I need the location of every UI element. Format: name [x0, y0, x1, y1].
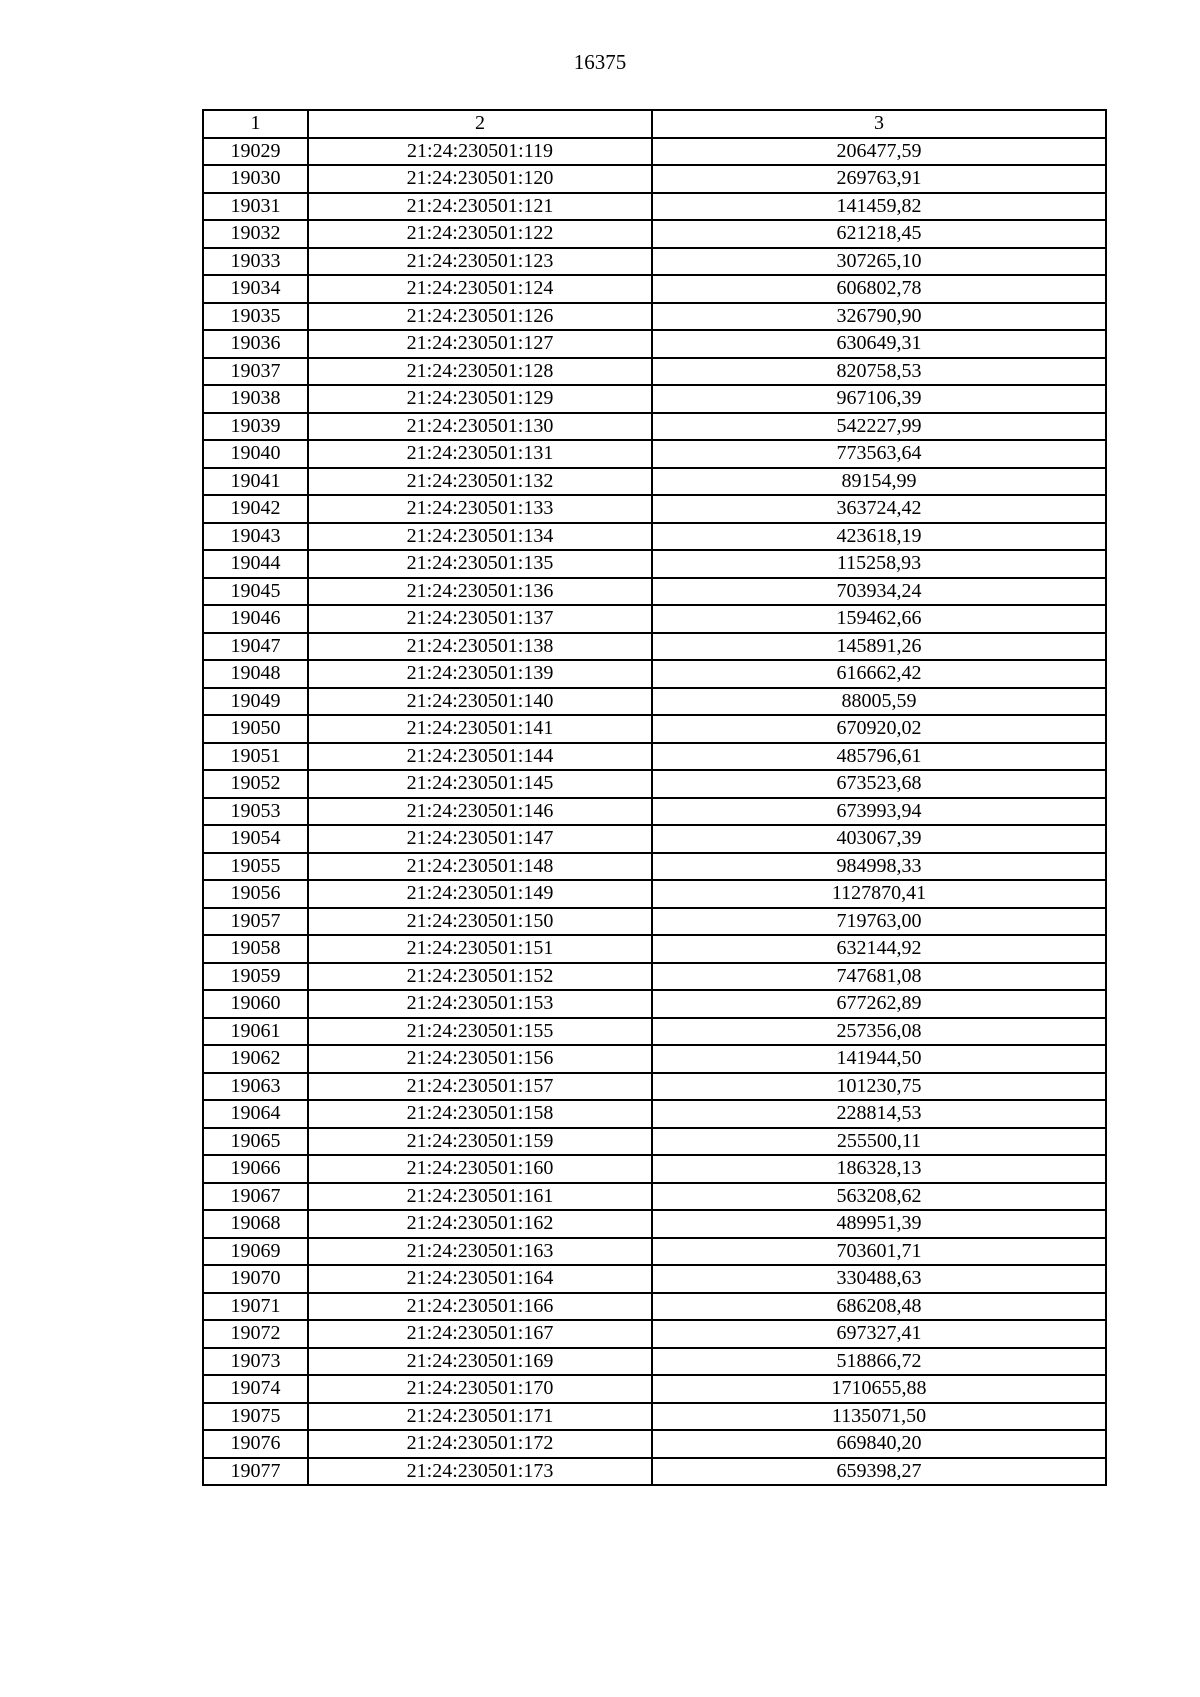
cadastral-number-cell: 21:24:230501:129 [308, 385, 652, 413]
value-cell: 630649,31 [652, 330, 1106, 358]
row-number-cell: 19076 [203, 1430, 308, 1458]
row-number-cell: 19067 [203, 1183, 308, 1211]
value-cell: 563208,62 [652, 1183, 1106, 1211]
cadastral-number-cell: 21:24:230501:167 [308, 1320, 652, 1348]
cadastral-number-cell: 21:24:230501:124 [308, 275, 652, 303]
row-number-cell: 19036 [203, 330, 308, 358]
row-number-cell: 19056 [203, 880, 308, 908]
cadastral-number-cell: 21:24:230501:173 [308, 1458, 652, 1486]
row-number-cell: 19071 [203, 1293, 308, 1321]
value-cell: 115258,93 [652, 550, 1106, 578]
row-number-cell: 19040 [203, 440, 308, 468]
table-row [203, 138, 1106, 166]
table-row [203, 1100, 1106, 1128]
cadastral-number-cell: 21:24:230501:132 [308, 468, 652, 496]
value-cell: 330488,63 [652, 1265, 1106, 1293]
cadastral-number-cell: 21:24:230501:138 [308, 633, 652, 661]
table-row [203, 1320, 1106, 1348]
cadastral-number-cell: 21:24:230501:150 [308, 908, 652, 936]
value-cell: 773563,64 [652, 440, 1106, 468]
cadastral-number-cell: 21:24:230501:141 [308, 715, 652, 743]
row-number-cell: 19037 [203, 358, 308, 386]
registry-table [202, 109, 1107, 1486]
table-row [203, 880, 1106, 908]
value-cell: 159462,66 [652, 605, 1106, 633]
row-number-cell: 19069 [203, 1238, 308, 1266]
row-number-cell: 19059 [203, 963, 308, 991]
table-row [203, 908, 1106, 936]
table-body [203, 138, 1106, 1486]
row-number-cell: 19051 [203, 743, 308, 771]
value-cell: 673523,68 [652, 770, 1106, 798]
cadastral-number-cell: 21:24:230501:128 [308, 358, 652, 386]
value-cell: 186328,13 [652, 1155, 1106, 1183]
value-cell: 255500,11 [652, 1128, 1106, 1156]
row-number-cell: 19030 [203, 165, 308, 193]
cadastral-number-cell: 21:24:230501:140 [308, 688, 652, 716]
row-number-cell: 19052 [203, 770, 308, 798]
cadastral-number-cell: 21:24:230501:163 [308, 1238, 652, 1266]
row-number-cell: 19077 [203, 1458, 308, 1486]
cadastral-number-cell: 21:24:230501:127 [308, 330, 652, 358]
cadastral-number-cell: 21:24:230501:123 [308, 248, 652, 276]
header-cell-3: 3 [652, 110, 1106, 138]
cadastral-number-cell: 21:24:230501:119 [308, 138, 652, 166]
value-cell: 89154,99 [652, 468, 1106, 496]
row-number-cell: 19031 [203, 193, 308, 221]
cadastral-number-cell: 21:24:230501:151 [308, 935, 652, 963]
row-number-cell: 19047 [203, 633, 308, 661]
table-row [203, 963, 1106, 991]
cadastral-number-cell: 21:24:230501:160 [308, 1155, 652, 1183]
table-row [203, 1293, 1106, 1321]
row-number-cell: 19032 [203, 220, 308, 248]
row-number-cell: 19045 [203, 578, 308, 606]
value-cell: 542227,99 [652, 413, 1106, 441]
cadastral-number-cell: 21:24:230501:122 [308, 220, 652, 248]
cadastral-number-cell: 21:24:230501:137 [308, 605, 652, 633]
table-row [203, 660, 1106, 688]
cadastral-number-cell: 21:24:230501:155 [308, 1018, 652, 1046]
value-cell: 206477,59 [652, 138, 1106, 166]
table-row [203, 275, 1106, 303]
cadastral-number-cell: 21:24:230501:148 [308, 853, 652, 881]
value-cell: 697327,41 [652, 1320, 1106, 1348]
value-cell: 686208,48 [652, 1293, 1106, 1321]
value-cell: 703601,71 [652, 1238, 1106, 1266]
cadastral-number-cell: 21:24:230501:171 [308, 1403, 652, 1431]
value-cell: 141944,50 [652, 1045, 1106, 1073]
value-cell: 621218,45 [652, 220, 1106, 248]
value-cell: 747681,08 [652, 963, 1106, 991]
row-number-cell: 19063 [203, 1073, 308, 1101]
cadastral-number-cell: 21:24:230501:161 [308, 1183, 652, 1211]
table-row [203, 578, 1106, 606]
table-row [203, 1403, 1106, 1431]
table-row [203, 935, 1106, 963]
cadastral-number-cell: 21:24:230501:133 [308, 495, 652, 523]
table-row [203, 165, 1106, 193]
cadastral-number-cell: 21:24:230501:131 [308, 440, 652, 468]
value-cell: 485796,61 [652, 743, 1106, 771]
row-number-cell: 19039 [203, 413, 308, 441]
table-header [203, 110, 1106, 138]
table-row [203, 633, 1106, 661]
cadastral-number-cell: 21:24:230501:169 [308, 1348, 652, 1376]
row-number-cell: 19041 [203, 468, 308, 496]
row-number-cell: 19048 [203, 660, 308, 688]
value-cell: 403067,39 [652, 825, 1106, 853]
table-row [203, 330, 1106, 358]
row-number-cell: 19062 [203, 1045, 308, 1073]
table-row [203, 1155, 1106, 1183]
row-number-cell: 19058 [203, 935, 308, 963]
table-row [203, 1238, 1106, 1266]
value-cell: 489951,39 [652, 1210, 1106, 1238]
row-number-cell: 19049 [203, 688, 308, 716]
table-row [203, 715, 1106, 743]
value-cell: 719763,00 [652, 908, 1106, 936]
table-row [203, 1018, 1106, 1046]
cadastral-number-cell: 21:24:230501:120 [308, 165, 652, 193]
table-row [203, 1183, 1106, 1211]
cadastral-number-cell: 21:24:230501:172 [308, 1430, 652, 1458]
table-row [203, 990, 1106, 1018]
value-cell: 669840,20 [652, 1430, 1106, 1458]
value-cell: 1127870,41 [652, 880, 1106, 908]
table-row [203, 853, 1106, 881]
value-cell: 518866,72 [652, 1348, 1106, 1376]
value-cell: 606802,78 [652, 275, 1106, 303]
table-row [203, 798, 1106, 826]
row-number-cell: 19066 [203, 1155, 308, 1183]
value-cell: 88005,59 [652, 688, 1106, 716]
value-cell: 659398,27 [652, 1458, 1106, 1486]
row-number-cell: 19033 [203, 248, 308, 276]
table-row [203, 825, 1106, 853]
row-number-cell: 19060 [203, 990, 308, 1018]
cadastral-number-cell: 21:24:230501:146 [308, 798, 652, 826]
value-cell: 677262,89 [652, 990, 1106, 1018]
row-number-cell: 19050 [203, 715, 308, 743]
value-cell: 269763,91 [652, 165, 1106, 193]
table-row [203, 770, 1106, 798]
value-cell: 101230,75 [652, 1073, 1106, 1101]
cadastral-number-cell: 21:24:230501:139 [308, 660, 652, 688]
table-row [203, 248, 1106, 276]
table-row [203, 413, 1106, 441]
value-cell: 632144,92 [652, 935, 1106, 963]
cadastral-number-cell: 21:24:230501:149 [308, 880, 652, 908]
row-number-cell: 19075 [203, 1403, 308, 1431]
cadastral-number-cell: 21:24:230501:145 [308, 770, 652, 798]
row-number-cell: 19029 [203, 138, 308, 166]
row-number-cell: 19034 [203, 275, 308, 303]
table-row [203, 1430, 1106, 1458]
cadastral-number-cell: 21:24:230501:162 [308, 1210, 652, 1238]
header-cell-2: 2 [308, 110, 652, 138]
value-cell: 141459,82 [652, 193, 1106, 221]
cadastral-number-cell: 21:24:230501:166 [308, 1293, 652, 1321]
value-cell: 145891,26 [652, 633, 1106, 661]
page-number: 16375 [573, 50, 627, 74]
cadastral-number-cell: 21:24:230501:170 [308, 1375, 652, 1403]
table-row [203, 495, 1106, 523]
cadastral-number-cell: 21:24:230501:134 [308, 523, 652, 551]
table-row [203, 605, 1106, 633]
row-number-cell: 19065 [203, 1128, 308, 1156]
table-row [203, 1128, 1106, 1156]
cadastral-number-cell: 21:24:230501:158 [308, 1100, 652, 1128]
cadastral-number-cell: 21:24:230501:153 [308, 990, 652, 1018]
table-row [203, 1210, 1106, 1238]
row-number-cell: 19042 [203, 495, 308, 523]
value-cell: 307265,10 [652, 248, 1106, 276]
value-cell: 326790,90 [652, 303, 1106, 331]
cadastral-number-cell: 21:24:230501:159 [308, 1128, 652, 1156]
row-number-cell: 19064 [203, 1100, 308, 1128]
value-cell: 228814,53 [652, 1100, 1106, 1128]
value-cell: 616662,42 [652, 660, 1106, 688]
cadastral-number-cell: 21:24:230501:136 [308, 578, 652, 606]
table-row [203, 1458, 1106, 1486]
table-row [203, 468, 1106, 496]
cadastral-number-cell: 21:24:230501:135 [308, 550, 652, 578]
value-cell: 703934,24 [652, 578, 1106, 606]
value-cell: 1710655,88 [652, 1375, 1106, 1403]
value-cell: 984998,33 [652, 853, 1106, 881]
value-cell: 967106,39 [652, 385, 1106, 413]
table-row [203, 385, 1106, 413]
row-number-cell: 19046 [203, 605, 308, 633]
table-row [203, 523, 1106, 551]
value-cell: 257356,08 [652, 1018, 1106, 1046]
header-cell-1: 1 [203, 110, 308, 138]
cadastral-number-cell: 21:24:230501:157 [308, 1073, 652, 1101]
row-number-cell: 19043 [203, 523, 308, 551]
cadastral-number-cell: 21:24:230501:152 [308, 963, 652, 991]
value-cell: 423618,19 [652, 523, 1106, 551]
row-number-cell: 19068 [203, 1210, 308, 1238]
table-row [203, 1045, 1106, 1073]
cadastral-number-cell: 21:24:230501:121 [308, 193, 652, 221]
value-cell: 673993,94 [652, 798, 1106, 826]
row-number-cell: 19054 [203, 825, 308, 853]
cadastral-number-cell: 21:24:230501:126 [308, 303, 652, 331]
row-number-cell: 19061 [203, 1018, 308, 1046]
value-cell: 363724,42 [652, 495, 1106, 523]
row-number-cell: 19057 [203, 908, 308, 936]
table-row [203, 550, 1106, 578]
cadastral-number-cell: 21:24:230501:147 [308, 825, 652, 853]
table-row [203, 1073, 1106, 1101]
cadastral-number-cell: 21:24:230501:156 [308, 1045, 652, 1073]
value-cell: 1135071,50 [652, 1403, 1106, 1431]
table-row [203, 1375, 1106, 1403]
row-number-cell: 19035 [203, 303, 308, 331]
header-row [203, 110, 1106, 138]
value-cell: 820758,53 [652, 358, 1106, 386]
row-number-cell: 19070 [203, 1265, 308, 1293]
row-number-cell: 19073 [203, 1348, 308, 1376]
table-row [203, 358, 1106, 386]
value-cell: 670920,02 [652, 715, 1106, 743]
cadastral-number-cell: 21:24:230501:164 [308, 1265, 652, 1293]
cadastral-number-cell: 21:24:230501:130 [308, 413, 652, 441]
table-row [203, 440, 1106, 468]
table-row [203, 1265, 1106, 1293]
table-row [203, 688, 1106, 716]
table-row [203, 303, 1106, 331]
table-row [203, 743, 1106, 771]
row-number-cell: 19038 [203, 385, 308, 413]
table-row [203, 1348, 1106, 1376]
row-number-cell: 19074 [203, 1375, 308, 1403]
row-number-cell: 19055 [203, 853, 308, 881]
row-number-cell: 19044 [203, 550, 308, 578]
table-row [203, 220, 1106, 248]
table-row [203, 193, 1106, 221]
row-number-cell: 19072 [203, 1320, 308, 1348]
cadastral-number-cell: 21:24:230501:144 [308, 743, 652, 771]
row-number-cell: 19053 [203, 798, 308, 826]
